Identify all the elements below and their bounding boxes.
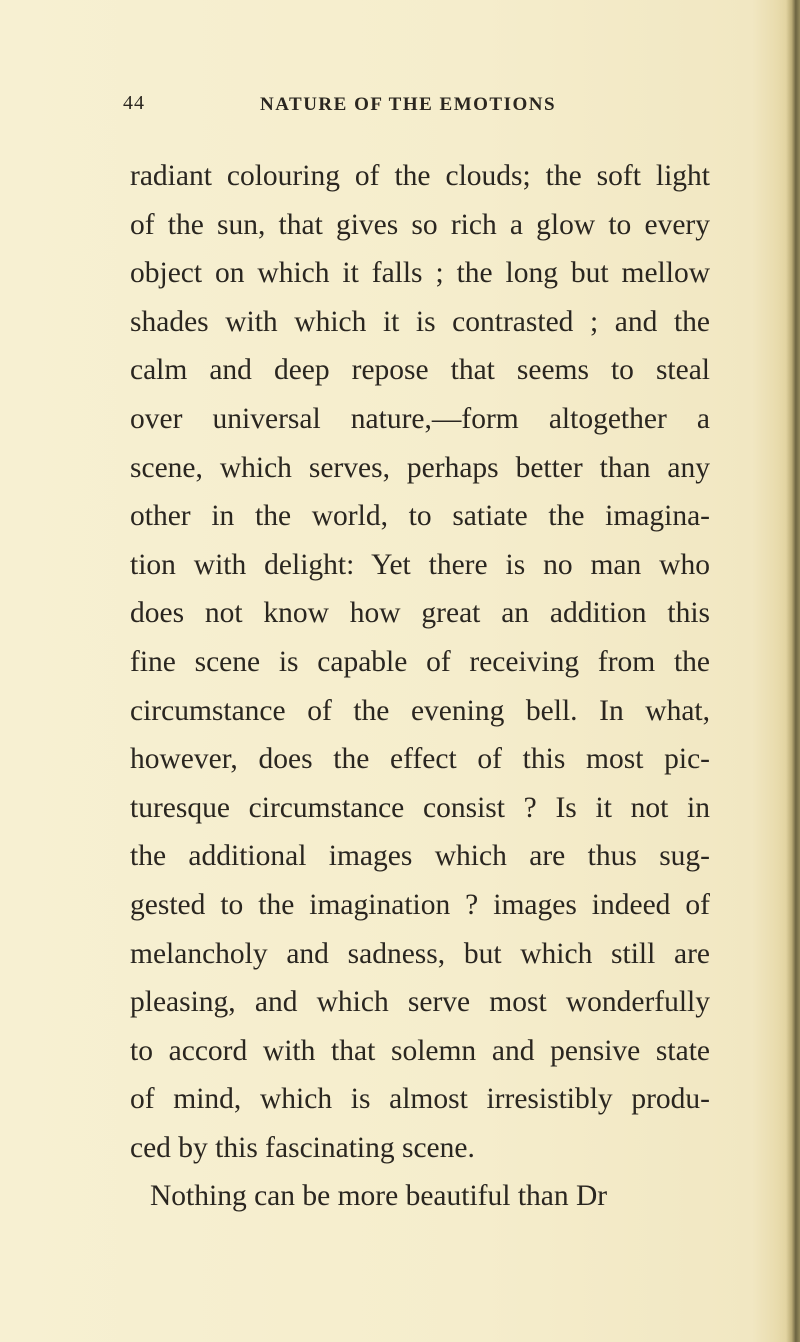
text-line: circumstance of the evening bell. In what, <box>130 694 710 727</box>
text-line: pleasing, and which serve most wonderfully <box>130 986 710 1019</box>
body-text <box>130 152 710 1221</box>
text-line: scene, which serves, perhaps better than any <box>130 451 710 484</box>
text-line: fine scene is capable of receiving from the <box>130 645 710 678</box>
text-line: however, does the effect of this most pic- <box>130 743 710 776</box>
text-line: over universal nature,—form altogether a <box>130 402 710 435</box>
text-line: of the sun, that gives so rich a glow to every <box>130 208 710 241</box>
page-edge-shadow <box>786 0 800 1342</box>
text-line: ced by this fascinating scene. <box>130 1131 475 1164</box>
text-line: turesque circumstance consist ? Is it not in <box>130 791 710 824</box>
text-line: radiant colouring of the clouds; the soft light <box>130 160 710 192</box>
text-line: to accord with that solemn and pensive state <box>130 1034 710 1067</box>
text-line: tion with delight: Yet there is no man who <box>130 548 710 581</box>
text-line: of mind, which is almost irresistibly produ- <box>130 1083 710 1116</box>
page-number: 44 <box>123 92 145 114</box>
text-line: other in the world, to satiate the imagina- <box>130 500 710 533</box>
text-line: melancholy and sadness, but which still are <box>130 937 710 970</box>
text-line: calm and deep repose that seems to steal <box>130 354 710 387</box>
text-line: shades with which it is contrasted ; and the <box>130 305 710 338</box>
page-header <box>123 92 723 118</box>
text-line: gested to the imagination ? images indeed of <box>130 888 710 921</box>
text-line: the additional images which are thus sug- <box>130 840 710 873</box>
text-line: object on which it falls ; the long but mellow <box>130 257 710 290</box>
text-line: Nothing can be more beautiful than Dr <box>150 1180 608 1213</box>
text-line: does not know how great an addition this <box>130 597 710 630</box>
running-head: NATURE OF THE EMOTIONS <box>260 94 557 115</box>
